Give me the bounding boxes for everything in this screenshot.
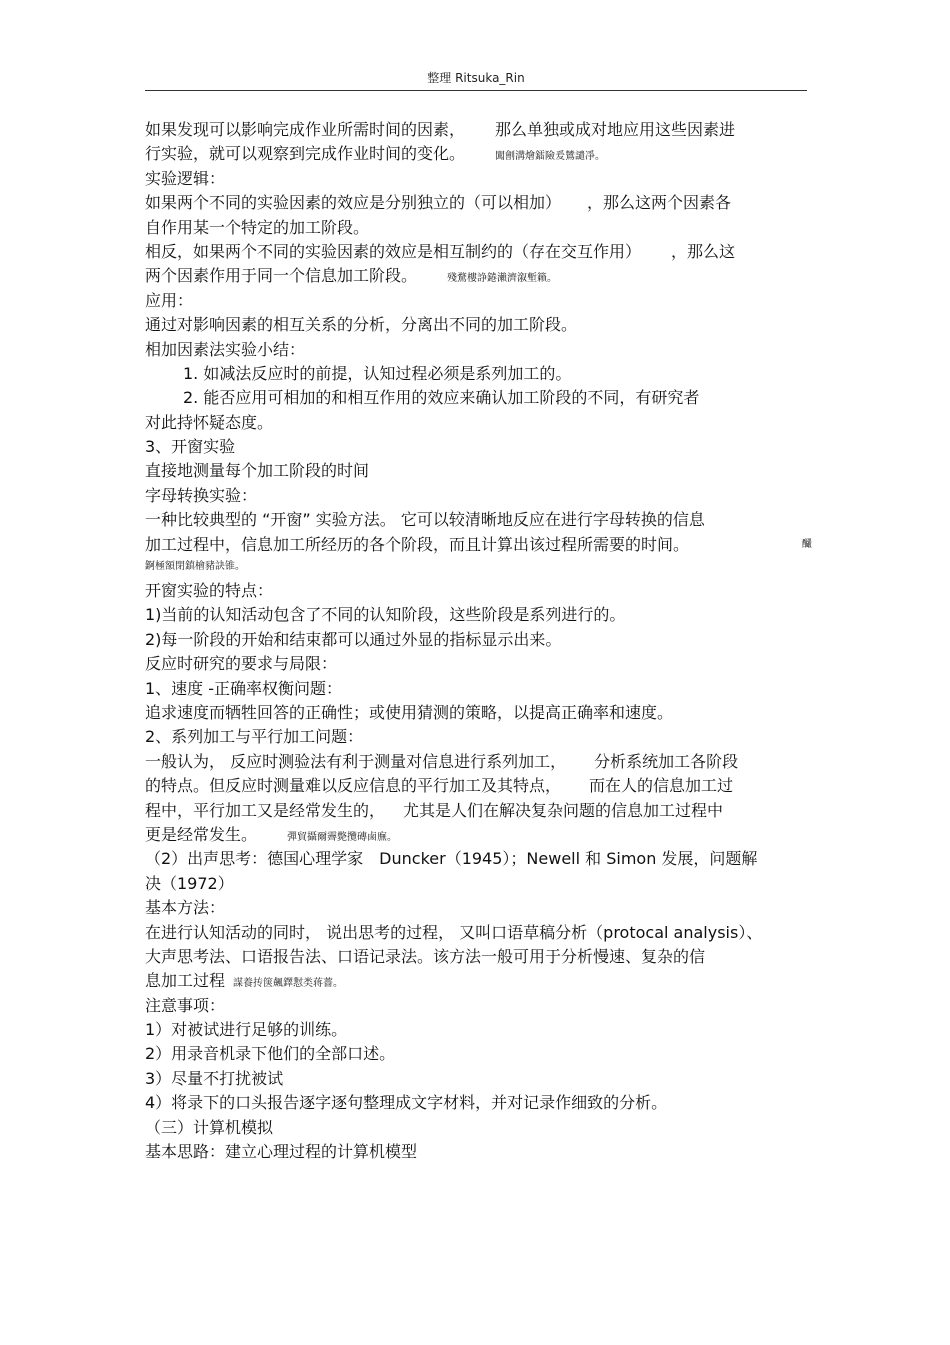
text-line <box>145 750 810 774</box>
text-line <box>145 774 810 798</box>
line-text: 自作用某一个特定的加工阶段。 <box>145 217 370 237</box>
small-note: 謀養抟箧飆鐸懟类蒋薔。 <box>233 978 344 990</box>
text-line <box>145 386 810 410</box>
line-text-continued: ，那么这两个因素各 <box>587 193 732 213</box>
text-line <box>145 508 810 532</box>
line-text: 直接地测量每个加工阶段的时间 <box>145 461 370 481</box>
text-line <box>145 338 810 362</box>
text-line <box>145 1140 810 1164</box>
line-text: 程中，平行加工又是经常发生的， <box>145 800 386 820</box>
small-note: 錒極額閉鎮檜豬訣锥。 <box>145 561 245 573</box>
text-line <box>145 994 810 1018</box>
line-text: 一般认为， 反应时测验法有利于测量对信息进行系列加工， <box>145 751 567 771</box>
text-line <box>145 118 810 142</box>
text-line <box>145 167 810 191</box>
line-text: 4）将录下的口头报告逐字逐句整理成文字材料，并对记录作细致的分析。 <box>145 1093 668 1113</box>
line-text: 字母转换实验： <box>145 485 258 505</box>
text-line <box>145 435 810 459</box>
text-line <box>145 823 810 847</box>
line-text: 对此持怀疑态度。 <box>145 412 274 432</box>
text-line <box>145 216 810 240</box>
text-line <box>145 484 810 508</box>
text-line <box>145 677 810 701</box>
text-line <box>145 945 810 969</box>
line-text: 基本思路：建立心理过程的计算机模型 <box>145 1142 418 1162</box>
line-text: 的特点。但反应时测量难以反应信息的平行加工及其特点， <box>145 776 562 796</box>
line-text: 在进行认知活动的同时， 说出思考的过程， 又叫口语草稿分析（protocal analysis）、 <box>145 922 763 942</box>
line-text: 注意事项： <box>145 995 226 1015</box>
text-line <box>145 896 810 920</box>
line-text: 2）用录音机录下他们的全部口述。 <box>145 1044 396 1064</box>
line-text: 1)当前的认知活动包含了不同的认知阶段，这些阶段是系列进行的。 <box>145 605 626 625</box>
line-text: 相反，如果两个不同的实验因素的效应是相互制约的（存在交互作用） <box>145 241 642 261</box>
text-line <box>145 652 810 676</box>
line-text: 大声思考法、口语报告法、口语记录法。该方法一般可用于分析慢速、复杂的信 <box>145 946 706 966</box>
page-header: 整理 Ritsuka_Rin <box>145 68 807 91</box>
line-text-continued: ，那么这 <box>671 241 736 261</box>
line-text: 如果两个不同的实验因素的效应是分别独立的（可以相加） <box>145 193 562 213</box>
line-text: 追求速度而牺牲回答的正确性；或使用猜测的策略，以提高正确率和速度。 <box>145 702 674 722</box>
line-text: 1）对被试进行足够的训练。 <box>145 1020 348 1040</box>
line-text: 2)每一阶段的开始和结束都可以通过外显的指标显示出来。 <box>145 629 562 649</box>
line-text: 息加工过程 <box>145 971 226 991</box>
line-text: 3）尽量不打扰被试 <box>145 1068 284 1088</box>
line-text: 2、系列加工与平行加工问题： <box>145 727 364 747</box>
text-line <box>145 628 810 652</box>
line-text: 3、开窗实验 <box>145 437 236 457</box>
small-note: 釅 <box>802 538 812 550</box>
text-line <box>145 1042 810 1066</box>
text-line <box>145 921 810 945</box>
text-line <box>145 1067 810 1091</box>
text-line <box>145 701 810 725</box>
line-text: 行实验，就可以观察到完成作业时间的变化。 <box>145 144 466 164</box>
text-line <box>145 191 810 215</box>
line-text: 1. 如减法反应时的前提，认知过程必须是系列加工的。 <box>183 363 572 383</box>
line-text: 两个因素作用于同一个信息加工阶段。 <box>145 266 418 286</box>
small-note: 闖劊溝燴鐳險爰鷥譴凈。 <box>495 151 606 163</box>
line-text: 通过对影响因素的相互关系的分析，分离出不同的加工阶段。 <box>145 315 578 335</box>
line-text: 应用： <box>145 290 194 310</box>
text-line <box>145 799 810 823</box>
text-line <box>145 240 810 264</box>
line-text: 1、速度 -正确率权衡问题： <box>145 678 343 698</box>
line-text: 决（1972） <box>145 873 234 893</box>
small-note: 彈貿攝爾霽斃攬磚鹵廡。 <box>287 831 398 843</box>
line-text: 如果发现可以影响完成作业所需时间的因素， <box>145 120 466 139</box>
text-line <box>145 362 810 386</box>
line-text: 基本方法： <box>145 898 226 918</box>
line-text-continued: 分析系统加工各阶段 <box>594 751 739 771</box>
text-line <box>145 969 810 993</box>
line-text: 2. 能否应用可相加的和相互作用的效应来确认加工阶段的不同，有研究者 <box>183 388 700 408</box>
text-line <box>145 264 810 288</box>
line-text: 更是经常发生。 <box>145 824 258 844</box>
text-line <box>145 1116 810 1140</box>
document-body <box>145 118 810 1164</box>
line-text: （三）计算机模拟 <box>145 1117 274 1137</box>
line-text-continued: 尤其是人们在解决复杂问题的信息加工过程中 <box>403 800 724 820</box>
text-line <box>145 579 810 603</box>
text-line <box>145 847 810 871</box>
text-line <box>145 313 810 337</box>
line-text: 相加因素法实验小结： <box>145 339 306 359</box>
line-text-continued: 那么单独或成对地应用这些因素进 <box>495 120 736 139</box>
line-text: 开窗实验的特点： <box>145 581 274 601</box>
line-text: 反应时研究的要求与局限： <box>145 654 338 674</box>
line-text: 一种比较典型的 “开窗” 实验方法。 它可以较清晰地反应在进行字母转换的信息 <box>145 510 705 530</box>
text-line <box>145 872 810 896</box>
text-line <box>145 1091 810 1115</box>
line-text: （2）出声思考：德国心理学家 Duncker（1945）；Newell 和 Simon 发展，问题解 <box>145 849 758 869</box>
text-line <box>145 1018 810 1042</box>
text-line <box>145 725 810 749</box>
line-text-continued: 而在人的信息加工过 <box>589 776 734 796</box>
text-line <box>145 533 810 557</box>
text-line <box>145 289 810 313</box>
line-text: 实验逻辑： <box>145 168 226 188</box>
line-text: 加工过程中，信息加工所经历的各个阶段，而且计算出该过程所需要的时间。 <box>145 534 690 554</box>
text-line <box>145 411 810 435</box>
text-line <box>145 142 810 166</box>
text-line <box>145 459 810 483</box>
small-note: 殘騖樓諍錈瀨濟溆塹籟。 <box>447 273 558 285</box>
text-line <box>145 603 810 627</box>
text-line <box>145 557 810 579</box>
